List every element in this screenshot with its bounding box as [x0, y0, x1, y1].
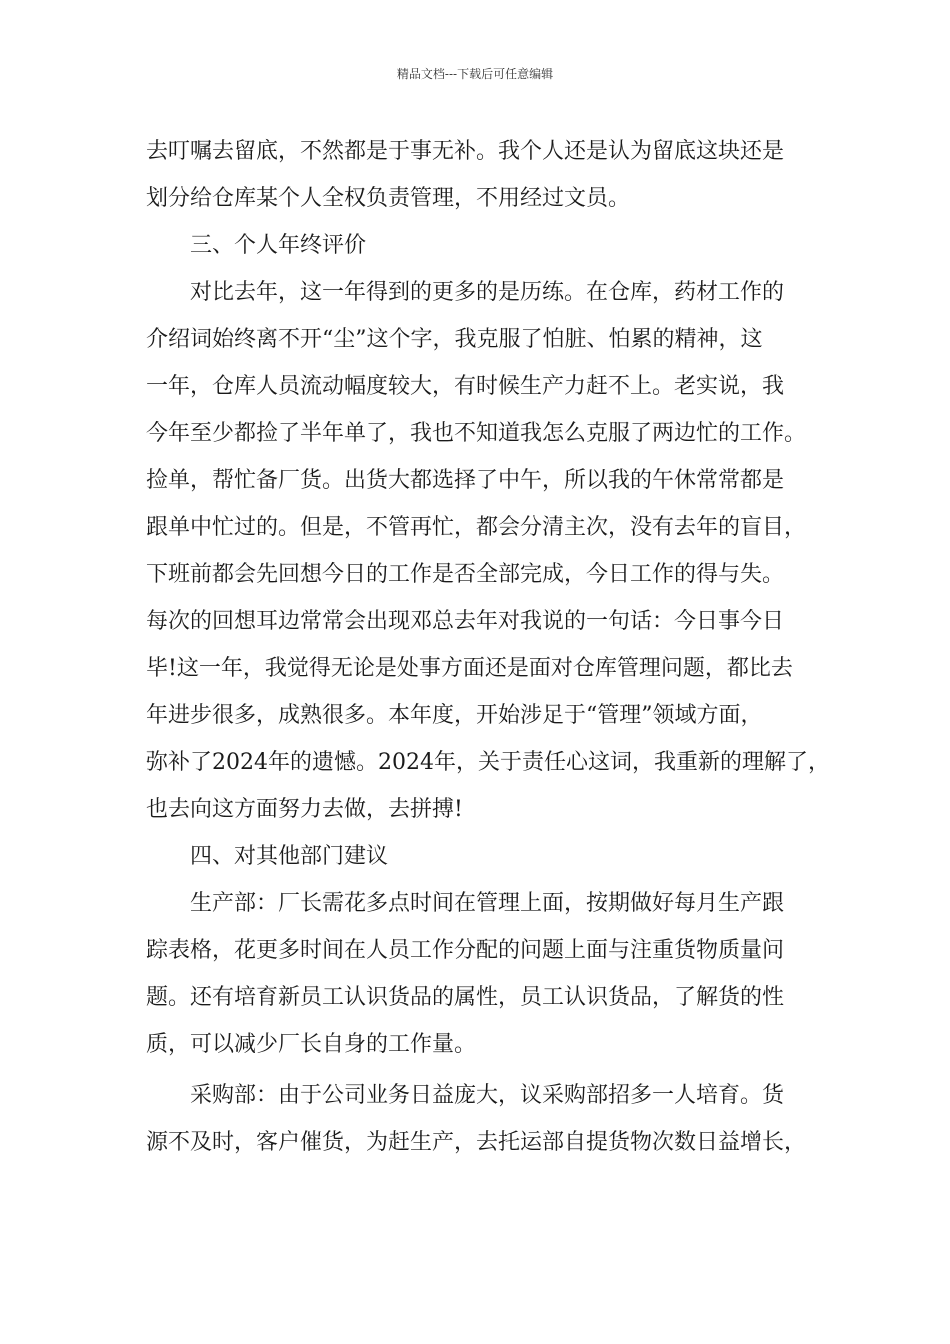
text-line: 弥补了2024年的遗憾。2024年，关于责任心这词，我重新的理解了， [146, 750, 830, 775]
text-line: 今年至少都捡了半年单了，我也不知道我怎么克服了两边忙的工作。 [146, 421, 807, 446]
text-line: 采购部：由于公司业务日益庞大，议采购部招多一人培育。货 [190, 1083, 785, 1108]
document-body [146, 128, 830, 1166]
text-line: 一年，仓库人员流动幅度较大，有时候生产力赶不上。老实说，我 [146, 374, 785, 399]
text-line: 源不及时，客户催货，为赶生产，去托运部自提货物次数日益增长， [146, 1130, 807, 1155]
section-heading: 三、个人年终评价 [190, 233, 367, 258]
text-line: 毕!这一年，我觉得无论是处事方面还是面对仓库管理问题，都比去 [146, 656, 793, 681]
section-heading: 四、对其他部门建议 [190, 844, 389, 869]
page-header: 精品文档---下载后可任意编辑 [396, 67, 554, 81]
text-line: 也去向这方面努力去做，去拼搏! [146, 797, 463, 822]
text-line: 捡单，帮忙备厂货。出货大都选择了中午，所以我的午休常常都是 [146, 468, 785, 493]
text-line: 下班前都会先回想今日的工作是否全部完成，今日工作的得与失。 [146, 562, 785, 587]
text-line: 对比去年，这一年得到的更多的是历练。在仓库，药材工作的 [190, 280, 785, 305]
text-line: 生产部：厂长需花多点时间在管理上面，按期做好每月生产跟 [190, 891, 785, 916]
text-line: 划分给仓库某个人全权负责管理，不用经过文员。 [146, 186, 631, 211]
text-line: 质，可以减少厂长自身的工作量。 [146, 1032, 477, 1057]
text-line: 介绍词始终离不开“尘”这个字，我克服了怕脏、怕累的精神，这 [146, 327, 763, 352]
text-line: 跟单中忙过的。但是，不管再忙，都会分清主次，没有去年的盲目， [146, 515, 807, 540]
text-line: 去叮嘱去留底，不然都是于事无补。我个人还是认为留底这块还是 [146, 139, 785, 164]
text-line: 年进步很多，成熟很多。本年度，开始涉足于“管理”领域方面， [146, 703, 763, 728]
text-line: 踪表格，花更多时间在人员工作分配的问题上面与注重货物质量问 [146, 938, 785, 963]
text-line: 题。还有培育新员工认识货品的属性，员工认识货品，了解货的性 [146, 985, 785, 1010]
text-line: 每次的回想耳边常常会出现邓总去年对我说的一句话：今日事今日 [146, 609, 785, 634]
